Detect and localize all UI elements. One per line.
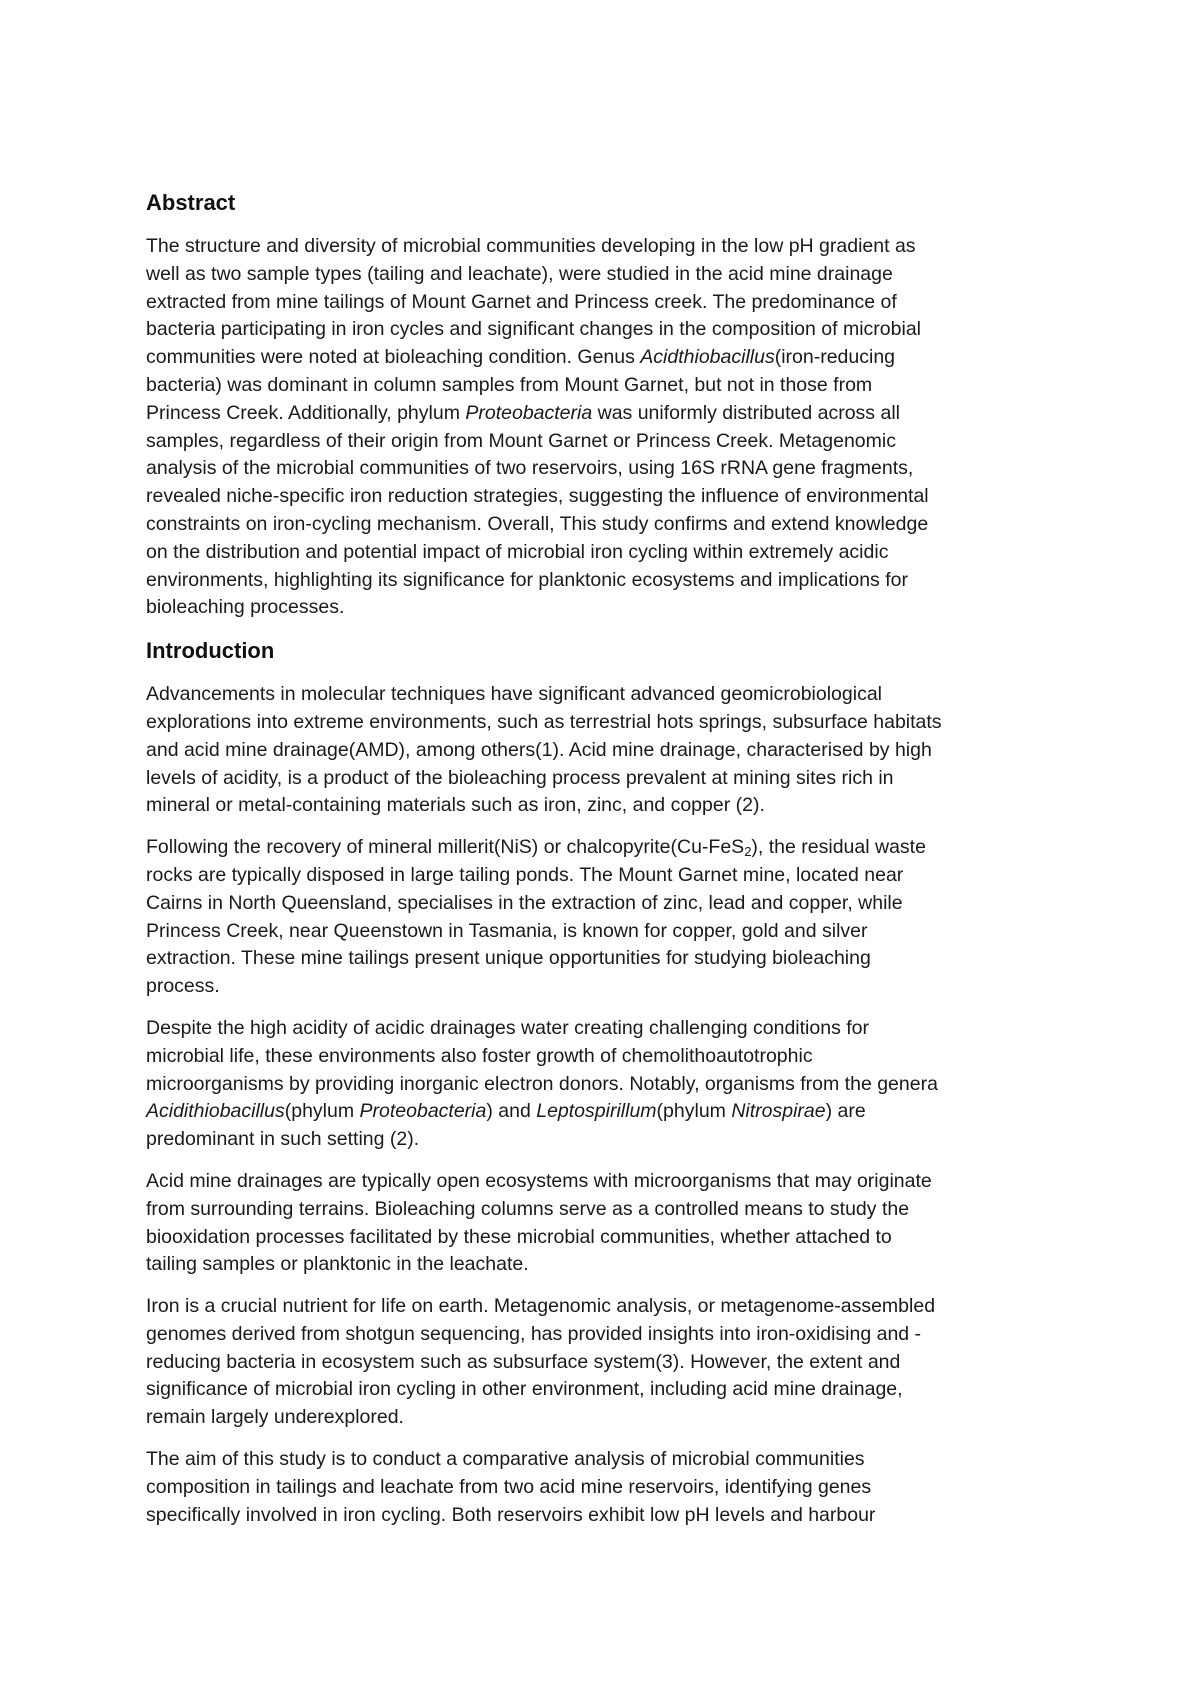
text-line: levels of acidity, is a product of the bioleaching process prevalent at mining sites rich in [146,766,894,789]
intro-paragraph-3 [146,1015,1066,1154]
text-line: samples, regardless of their origin from Mount Garnet or Princess Creek. Metagenomic [146,429,896,452]
intro-paragraph-6 [146,1446,1066,1529]
text-line: Despite the high acidity of acidic drainages water creating challenging conditions for [146,1016,870,1039]
text-line: extraction. These mine tailings present unique opportunities for studying bioleaching [146,947,871,970]
text-line: rocks are typically disposed in large tailing ponds. The Mount Garnet mine, located near [146,863,904,886]
text-line: Princess Creek. Additionally, phylum Proteobacteria was uniformly distributed across all [146,401,900,424]
text-line: extracted from mine tailings of Mount Garnet and Princess creek. The predominance of [146,290,897,313]
text-line: composition in tailings and leachate from two acid mine reservoirs, identifying genes [146,1475,872,1498]
subscript: 2 [744,844,752,860]
text-line: well as two sample types (tailing and leachate), were studied in the acid mine drainage [146,262,893,285]
text-line: explorations into extreme environments, such as terrestrial hots springs, subsurface habitats [146,710,942,733]
introduction-heading: Introduction [146,638,275,664]
text-line: mineral or metal-containing materials such as iron, zinc, and copper (2). [146,794,765,817]
text-line: bacteria) was dominant in column samples from Mount Garnet, but not in those from [146,373,873,396]
text-line: Advancements in molecular techniques have significant advanced geomicrobiological [146,683,883,706]
text-line: significance of microbial iron cycling in other environment, including acid mine drainage, [146,1378,903,1401]
text-line: communities were noted at bioleaching condition. Genus Acidthiobacillus(iron-reducing [146,346,896,369]
text-line: tailing samples or planktonic in the leachate. [146,1253,529,1276]
text-line: reducing bacteria in ecosystem such as subsurface system(3). However, the extent and [146,1350,901,1373]
text-line: analysis of the microbial communities of two reservoirs, using 16S rRNA gene fragments, [146,457,914,480]
text-line: Following the recovery of mineral millerit(NiS) or chalcopyrite(Cu-FeS$_2$), the residual waste [146,836,926,860]
text-line: environments, highlighting its significance for planktonic ecosystems and implications for [146,568,908,591]
text-line: microbial life, these environments also foster growth of chemolithoautotrophic [146,1044,813,1067]
intro-paragraph-2 [146,834,1066,1001]
text-line: and acid mine drainage(AMD), among others(1). Acid mine drainage, characterised by high [146,738,932,761]
abstract-paragraph [146,233,1066,622]
text-line: process. [146,975,220,998]
phylum-name: Nitrospirae [731,1100,826,1123]
text-line: predominant in such setting (2). [146,1128,420,1151]
phylum-name: Proteobacteria [465,401,593,424]
text-line: on the distribution and potential impact of microbial iron cycling within extremely acidic [146,540,889,563]
text-line: Acid mine drainages are typically open ecosystems with microorganisms that may originate [146,1169,932,1192]
text-line: microorganisms by providing inorganic electron donors. Notably, organisms from the genera [146,1072,938,1095]
intro-paragraph-5 [146,1293,1066,1432]
text-line: Acidithiobacillus(phylum Proteobacteria) and Leptospirillum(phylum Nitrospirae) are [146,1100,866,1123]
phylum-name: Proteobacteria [359,1100,487,1123]
intro-paragraph-4 [146,1168,1066,1279]
intro-paragraph-1 [146,681,1066,820]
text-line: bacteria participating in iron cycles and significant changes in the composition of microbial [146,318,921,341]
text-line: from surrounding terrains. Bioleaching columns serve as a controlled means to study the [146,1197,910,1220]
text-line: Iron is a crucial nutrient for life on earth. Metagenomic analysis, or metagenome-assembled [146,1295,936,1318]
abstract-heading: Abstract [146,190,236,215]
genus-name: Acidithiobacillus [146,1100,285,1123]
text-line: The aim of this study is to conduct a comparative analysis of microbial communities [146,1448,865,1471]
genus-name: Acidthiobacillus [640,346,775,369]
genus-name: Leptospirillum [536,1100,657,1123]
text-line: constraints on iron-cycling mechanism. Overall, This study confirms and extend knowledge [146,512,929,535]
text-line: biooxidation processes facilitated by these microbial communities, whether attached to [146,1225,892,1248]
text-line: specifically involved in iron cycling. Both reservoirs exhibit low pH levels and harbour [146,1503,876,1526]
text-line: Princess Creek, near Queenstown in Tasmania, is known for copper, gold and silver [146,919,868,942]
text-line: bioleaching processes. [146,596,345,619]
text-line: Cairns in North Queensland, specialises in the extraction of zinc, lead and copper, while [146,891,903,914]
text-line: revealed niche-specific iron reduction strategies, suggesting the influence of environmental [146,485,929,508]
text-line: genomes derived from shotgun sequencing, has provided insights into iron-oxidising and - [146,1322,922,1345]
text-line: The structure and diversity of microbial communities developing in the low pH gradient as [146,235,916,257]
document-page [146,190,1066,1543]
text-line: remain largely underexplored. [146,1406,404,1429]
